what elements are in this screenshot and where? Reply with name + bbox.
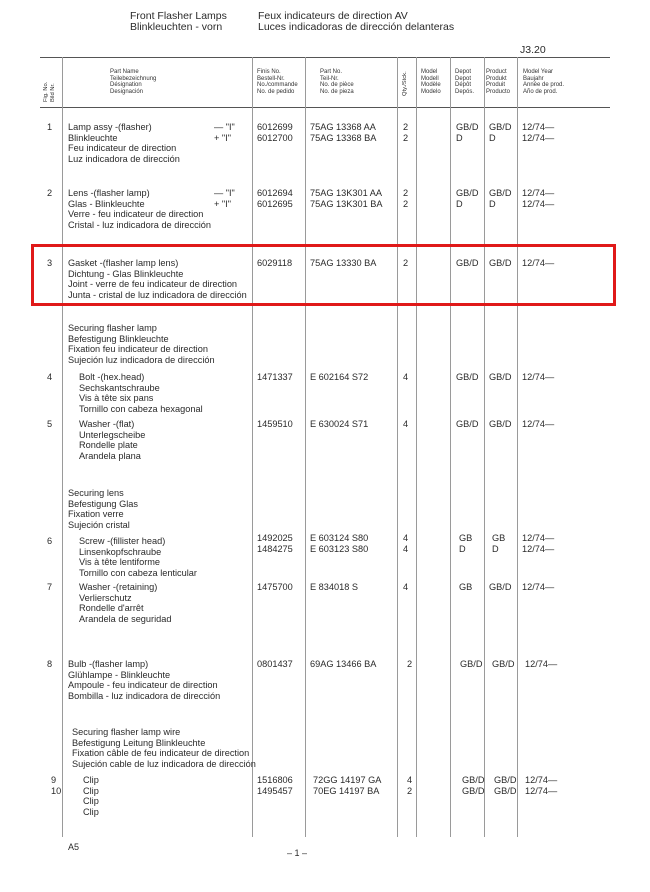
quantity: 2 2 bbox=[403, 188, 409, 209]
depot-code: GB/D bbox=[460, 659, 483, 669]
quantity: 4 2 bbox=[407, 775, 413, 796]
product-code: GB/D bbox=[489, 419, 512, 429]
fig-number: 5 bbox=[47, 419, 53, 429]
fig-number: 9 10 bbox=[51, 775, 62, 796]
finis-number: 1516806 1495457 bbox=[257, 775, 293, 796]
footer-code: A5 bbox=[68, 842, 80, 852]
product-code: GB/D D bbox=[489, 122, 512, 143]
side-marker: — "I" + "I" bbox=[214, 122, 235, 143]
model-year: 12/74— bbox=[522, 258, 555, 268]
part-number: E 834018 S bbox=[310, 582, 359, 592]
col-header-fig: Fig. No. bbox=[43, 81, 49, 102]
part-number: E 603124 S80 E 603123 S80 bbox=[310, 533, 369, 554]
quantity: 4 4 bbox=[403, 533, 409, 554]
quantity: 2 bbox=[407, 659, 413, 669]
col-header-product: Product Produkt Produit Producto bbox=[486, 69, 511, 95]
finis-number: 1492025 1484275 bbox=[257, 533, 293, 554]
col-divider bbox=[397, 57, 398, 837]
part-name: Washer -(retaining) Verlierschutz Rondelle d'arrêt Arandela de seguridad bbox=[79, 582, 172, 624]
finis-number: 6012694 6012695 bbox=[257, 188, 293, 209]
quantity: 2 bbox=[403, 258, 409, 268]
model-year: 12/74— 12/74— bbox=[522, 533, 555, 554]
finis-number: 1475700 bbox=[257, 582, 293, 592]
col-header-model: Model Modell Modèle Modelo bbox=[421, 69, 441, 95]
product-code: GB/D GB/D bbox=[494, 775, 517, 796]
side-marker: — "I" + "I" bbox=[214, 188, 235, 209]
page-number: – 1 – bbox=[287, 848, 308, 858]
part-number: 69AG 13466 BA bbox=[310, 659, 377, 669]
top-rule bbox=[40, 57, 610, 58]
col-header-model-year: Model Year Baujahr Année de prod. Año de prod. bbox=[523, 69, 565, 95]
part-name: Screw -(fillister head) Linsenkopfschraube Vis à tête lentiforme Tornillo con cabeza lenticular bbox=[79, 536, 197, 578]
col-divider bbox=[252, 57, 253, 837]
part-name: Lens -(flasher lamp) Glas - Blinkleuchte Verre - feu indicateur de direction Cristal - luz indicadora de dirección bbox=[68, 188, 211, 230]
depot-code: GB/D D bbox=[456, 122, 479, 143]
fig-number: 4 bbox=[47, 372, 53, 382]
fig-number: 8 bbox=[47, 659, 53, 669]
model-year: 12/74— bbox=[522, 582, 555, 592]
part-number: E 630024 S71 bbox=[310, 419, 369, 429]
col-header-qty: Qty./Stck. bbox=[402, 71, 408, 96]
depot-code: GB D bbox=[459, 533, 473, 554]
col-divider bbox=[305, 57, 306, 837]
product-code: GB/D D bbox=[489, 188, 512, 209]
finis-number: 6012699 6012700 bbox=[257, 122, 293, 143]
part-number: 75AG 13368 AA 75AG 13368 BA bbox=[310, 122, 377, 143]
col-divider bbox=[517, 57, 518, 837]
fig-number: 6 bbox=[47, 536, 53, 546]
col-header-part-no: Part No. Teil-Nr. No. de pièce No. de pieza bbox=[320, 69, 354, 95]
fig-number: 3 bbox=[47, 258, 53, 268]
part-name: Bolt -(hex.head) Sechskantschraube Vis à tête six pans Tornillo con cabeza hexagonal bbox=[79, 372, 203, 414]
header-rule bbox=[40, 107, 610, 108]
product-code: GB/D bbox=[489, 582, 512, 592]
depot-code: GB bbox=[459, 582, 473, 592]
group-header: Securing flasher lamp Befestigung Blinkleuchte Fixation feu indicateur de direction Sujeción luz indicadora de dirección bbox=[68, 323, 215, 365]
quantity: 4 bbox=[403, 419, 409, 429]
col-divider bbox=[484, 57, 485, 837]
page-ref: J3.20 bbox=[520, 44, 546, 56]
part-name: Lamp assy -(flasher) Blinkleuchte Feu indicateur de direction Luz indicadora de dirección bbox=[68, 122, 180, 164]
col-header-fig-de: Bild Nr. bbox=[50, 83, 56, 102]
col-header-depot: Depot Depot Dépôt Depós. bbox=[455, 69, 475, 95]
title-en: Front Flasher Lamps bbox=[130, 10, 227, 22]
part-number: 75AG 13330 BA bbox=[310, 258, 377, 268]
product-code: GB/D bbox=[492, 659, 515, 669]
depot-code: GB/D D bbox=[456, 188, 479, 209]
quantity: 4 bbox=[403, 582, 409, 592]
fig-number: 2 bbox=[47, 188, 53, 198]
col-divider bbox=[450, 57, 451, 837]
model-year: 12/74— 12/74— bbox=[522, 188, 555, 209]
finis-number: 1459510 bbox=[257, 419, 293, 429]
model-year: 12/74— bbox=[525, 659, 558, 669]
finis-number: 0801437 bbox=[257, 659, 293, 669]
part-name: Washer -(flat) Unterlegscheibe Rondelle plate Arandela plana bbox=[79, 419, 146, 461]
part-number: 75AG 13K301 AA 75AG 13K301 BA bbox=[310, 188, 383, 209]
fig-number: 7 bbox=[47, 582, 53, 592]
model-year: 12/74— bbox=[522, 372, 555, 382]
title-de: Blinkleuchten - vorn bbox=[130, 21, 223, 33]
model-year: 12/74— bbox=[522, 419, 555, 429]
depot-code: GB/D bbox=[456, 258, 479, 268]
part-name: Clip Clip Clip Clip bbox=[83, 775, 99, 817]
part-number: 72GG 14197 GA 70EG 14197 BA bbox=[313, 775, 382, 796]
group-header: Securing flasher lamp wire Befestigung Leitung Blinkleuchte Fixation câble de feu indicateur de direction Sujeción cable de luz indicadora de dirección bbox=[72, 727, 256, 769]
title-fr: Feux indicateurs de direction AV bbox=[258, 10, 408, 22]
quantity: 4 bbox=[403, 372, 409, 382]
group-header: Securing lens Befestigung Glas Fixation verre Sujeción cristal bbox=[68, 488, 138, 530]
quantity: 2 2 bbox=[403, 122, 409, 143]
col-header-finis: Finis No. Bestell-Nr. No./commande No. de pedido bbox=[257, 69, 298, 95]
product-code: GB D bbox=[492, 533, 506, 554]
model-year: 12/74— 12/74— bbox=[522, 122, 555, 143]
part-number: E 602164 S72 bbox=[310, 372, 369, 382]
depot-code: GB/D GB/D bbox=[462, 775, 485, 796]
part-name: Gasket -(flasher lamp lens) Dichtung - Glas Blinkleuchte Joint - verre de feu indicateur de direction Junta - cristal de luz indicadora de dirección bbox=[68, 258, 247, 300]
depot-code: GB/D bbox=[456, 419, 479, 429]
finis-number: 1471337 bbox=[257, 372, 293, 382]
col-divider bbox=[62, 57, 63, 837]
fig-number: 1 bbox=[47, 122, 53, 132]
depot-code: GB/D bbox=[456, 372, 479, 382]
col-divider bbox=[416, 57, 417, 837]
model-year: 12/74— 12/74— bbox=[525, 775, 558, 796]
finis-number: 6029118 bbox=[257, 258, 293, 268]
product-code: GB/D bbox=[489, 258, 512, 268]
title-es: Luces indicadoras de dirección delanteras bbox=[258, 21, 455, 33]
part-name: Bulb -(flasher lamp) Glühlampe - Blinkleuchte Ampoule - feu indicateur de direction Bombilla - luz indicadora de dirección bbox=[68, 659, 221, 701]
col-header-part-name: Part Name Teilebezeichnung Désignation Designación bbox=[110, 69, 157, 95]
product-code: GB/D bbox=[489, 372, 512, 382]
